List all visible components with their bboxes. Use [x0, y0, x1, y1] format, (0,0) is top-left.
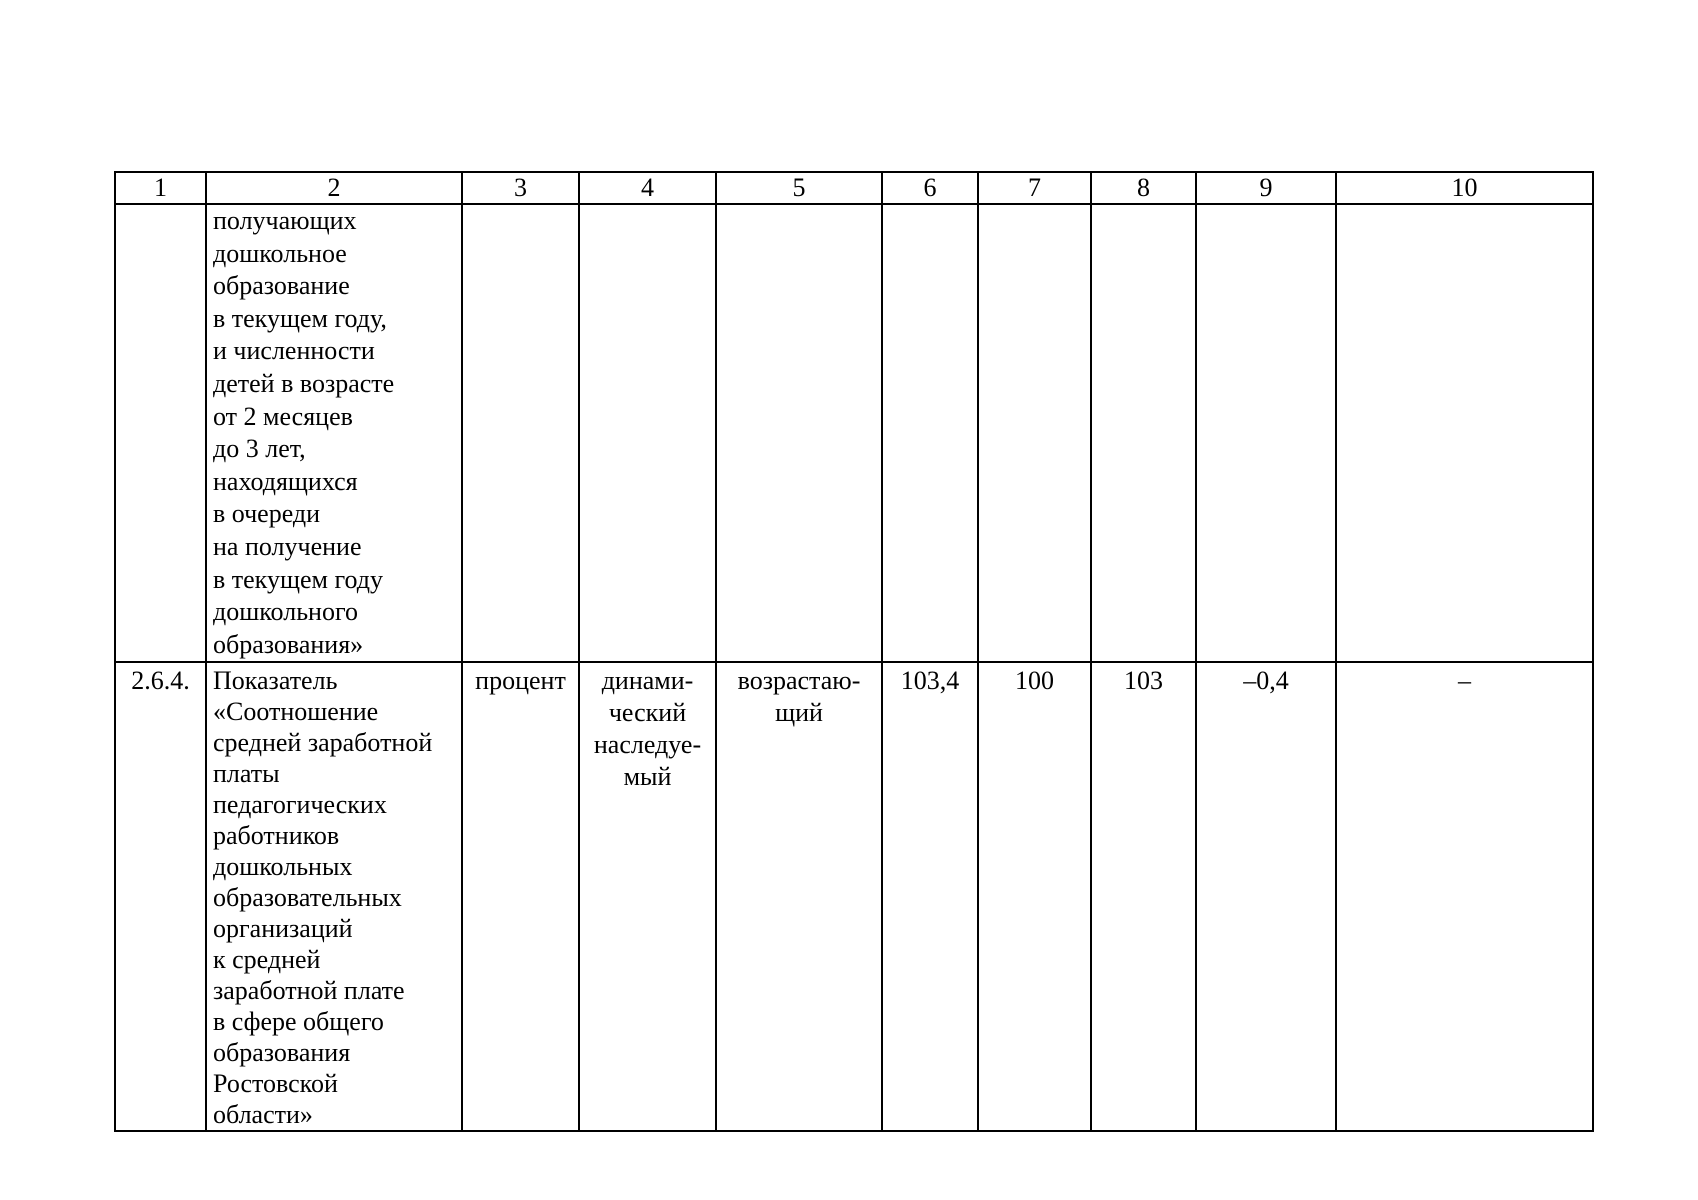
cell-description — [206, 662, 462, 1131]
cell-number — [115, 662, 206, 1131]
description-line: в текущем году, — [213, 303, 387, 333]
description-line: в очереди — [213, 499, 321, 529]
cell-col7 — [978, 204, 1091, 662]
cell-col10 — [1336, 662, 1593, 1131]
description-line: находящихся — [213, 466, 358, 496]
col9-value: –0,4 — [1243, 666, 1289, 696]
cell-col6 — [882, 662, 978, 1131]
cell-col10 — [1336, 204, 1593, 662]
description-line: в текущем году — [213, 564, 383, 594]
description-line: Ростовской — [213, 1069, 338, 1099]
table-row-2-6-4 — [115, 662, 1593, 1131]
column-number-row — [115, 172, 1593, 204]
col-header-7: 7 — [978, 172, 1091, 204]
description-line: работников — [213, 821, 340, 851]
description-line: платы — [213, 759, 280, 789]
col-header-5: 5 — [716, 172, 882, 204]
unit-value: процент — [475, 666, 566, 696]
direction-line: возрастаю- — [737, 666, 861, 696]
cell-unit — [462, 662, 579, 1131]
row-number: 2.6.4. — [131, 666, 190, 696]
description-line: средней заработной — [213, 728, 433, 758]
description-line: области» — [213, 1100, 313, 1130]
cell-col9 — [1196, 662, 1336, 1131]
description-line: детей в возрасте — [213, 368, 395, 398]
col10-value: – — [1458, 666, 1471, 696]
description-line: дошкольного — [213, 597, 358, 627]
description-line: получающих — [213, 206, 357, 235]
cell-unit — [462, 204, 579, 662]
description-line: педагогических — [213, 790, 387, 820]
col8-value: 103 — [1124, 666, 1163, 696]
cell-col6 — [882, 204, 978, 662]
description-line: на получение — [213, 531, 362, 561]
description-line: от 2 месяцев — [213, 401, 353, 431]
type-line: ческий — [608, 698, 687, 728]
cell-direction — [716, 204, 882, 662]
description-line: образовательных — [213, 883, 402, 913]
col-header-3: 3 — [462, 172, 579, 204]
description-line: дошкольных — [213, 852, 353, 882]
description-line: образования» — [213, 629, 364, 659]
col-header-1: 1 — [115, 172, 206, 204]
type-line: динами- — [601, 666, 694, 696]
cell-number — [115, 204, 206, 662]
cell-type — [579, 662, 716, 1131]
description-line: образование — [213, 271, 350, 301]
type-line: мый — [623, 762, 672, 792]
cell-type — [579, 204, 716, 662]
cell-description — [206, 204, 462, 662]
col-header-6: 6 — [882, 172, 978, 204]
description-line: образования — [213, 1038, 351, 1068]
description-line: к средней — [213, 945, 321, 975]
col-header-10: 10 — [1336, 172, 1593, 204]
col6-value: 103,4 — [900, 666, 960, 696]
description-line: заработной плате — [213, 976, 405, 1006]
cell-col7 — [978, 662, 1091, 1131]
indicators-table — [114, 171, 1594, 1132]
description-line: до 3 лет, — [213, 434, 306, 464]
col-header-9: 9 — [1196, 172, 1336, 204]
type-line: наследуе- — [593, 730, 702, 760]
col-header-4: 4 — [579, 172, 716, 204]
description-line: дошкольное — [213, 238, 347, 268]
cell-col8 — [1091, 662, 1196, 1131]
description-line: Показатель — [213, 666, 338, 696]
direction-line: щий — [775, 698, 823, 728]
cell-col9 — [1196, 204, 1336, 662]
col-header-2: 2 — [206, 172, 462, 204]
description-line: в сфере общего — [213, 1007, 384, 1037]
description-line: и численности — [213, 336, 375, 366]
description-line: «Соотношение — [213, 697, 379, 727]
cell-direction — [716, 662, 882, 1131]
col7-value: 100 — [1015, 666, 1054, 696]
col-header-8: 8 — [1091, 172, 1196, 204]
description-line: организаций — [213, 914, 353, 944]
table-row-continuation — [115, 204, 1593, 662]
cell-col8 — [1091, 204, 1196, 662]
